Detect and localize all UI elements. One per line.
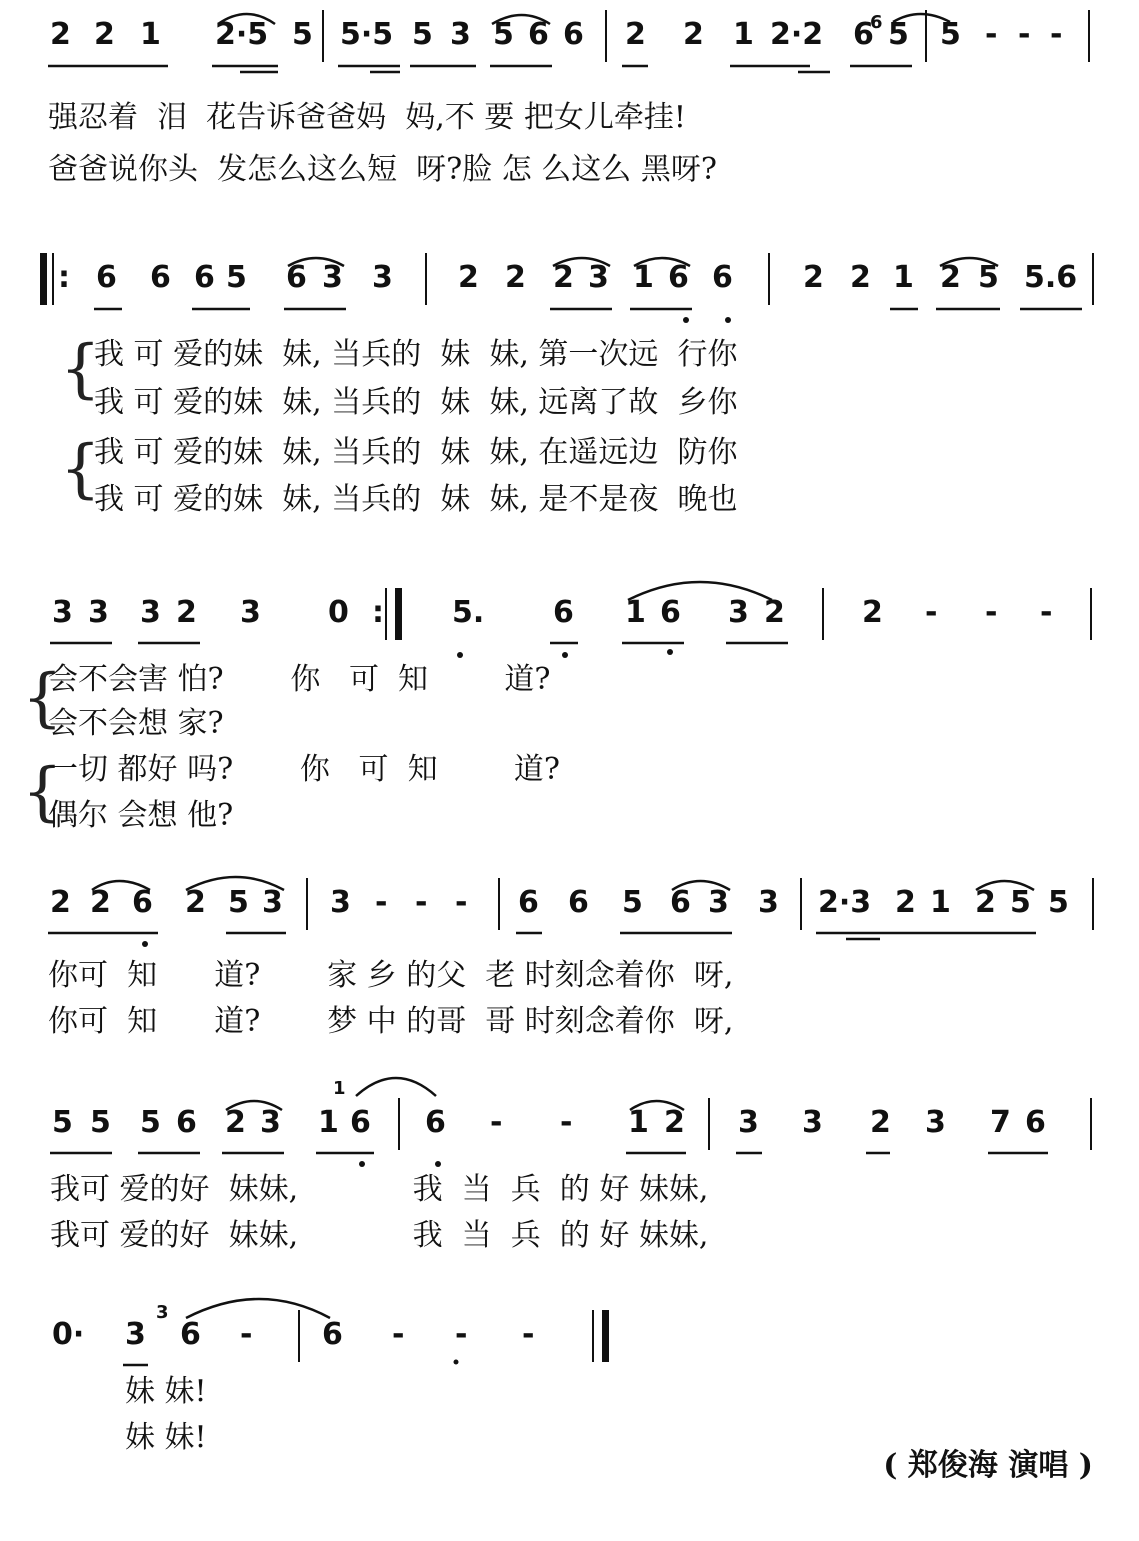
lyric-line-3d: 偶尔 会想 他?	[48, 798, 234, 833]
lyric-line-3c: 一切 都好 吗? 你 可 知 道?	[48, 752, 560, 787]
notation-line-6: 0· 3 6 - 6 - - -	[0, 1300, 1139, 1370]
notation-line-3: 3 3 3 2 3 0 : 5. 6 1 6 3 2 2 - - -	[0, 578, 1139, 648]
notation-line-1: 2 2 1 2·5 5 5·5 5 3 5 6 6 2 2 1 2·2 6 5 5 - - -	[0, 0, 1139, 70]
lyric-line-2c: 我 可 爱的妹 妹, 当兵的 妹 妹, 在遥远边 防你	[94, 435, 738, 470]
lyric-line-3a: 会不会害 怕? 你 可 知 道?	[48, 662, 551, 697]
lyric-line-2a: 我 可 爱的妹 妹, 当兵的 妹 妹, 第一次远 行你	[94, 337, 738, 372]
lyric-line-2b: 我 可 爱的妹 妹, 当兵的 妹 妹, 远离了故 乡你	[94, 385, 738, 420]
performer-credit: ( 郑俊海 演唱 )	[883, 1448, 1093, 1483]
verse-brace-4: {	[22, 755, 63, 829]
lyric-line-4a: 你可 知 道? 家 乡 的父 老 时刻念着你 呀,	[48, 958, 734, 993]
lyric-line-2d: 我 可 爱的妹 妹, 当兵的 妹 妹, 是不是夜 晚也	[94, 482, 738, 517]
notation-line-2: : 6 6 6 5 6 3 3 2 2 2 3 1 6 6 2 2 1 2 5 5.6	[0, 243, 1139, 313]
verse-brace-1: {	[60, 332, 101, 406]
lyric-line-5b: 我可 爱的好 妹妹, 我 当 兵 的 好 妹妹,	[50, 1218, 709, 1253]
lyric-line-5a: 我可 爱的好 妹妹, 我 当 兵 的 好 妹妹,	[50, 1172, 709, 1207]
lyric-line-6a: 妹 妹!	[125, 1374, 207, 1409]
lyric-line-3b: 会不会想 家?	[48, 706, 224, 741]
notation-line-5: 5 5 5 6 2 3 1 6 6 - - 1 2 3 3 2 3 7 6	[0, 1088, 1139, 1158]
lyric-line-1b: 爸爸说你头 发怎么这么短 呀?脸 怎 么这么 黑呀?	[48, 152, 717, 187]
svg-text:6: 6	[870, 12, 883, 33]
verse-brace-2: {	[60, 432, 101, 506]
lyric-line-1a: 强忍着 泪 花告诉爸爸妈 妈,不 要 把女儿牵挂!	[48, 100, 686, 135]
notation-line-4: 2 2 6 2 5 3 3 - - - 6 6 5 6 3 3 2·3 2 1 2 5 5	[0, 868, 1139, 938]
svg-text:3: 3	[156, 1302, 169, 1323]
verse-brace-3: {	[22, 661, 63, 735]
lyric-line-6b: 妹 妹!	[125, 1420, 207, 1455]
lyric-line-4b: 你可 知 道? 梦 中 的哥 哥 时刻念着你 呀,	[48, 1004, 734, 1039]
svg-text:1: 1	[333, 1078, 346, 1099]
